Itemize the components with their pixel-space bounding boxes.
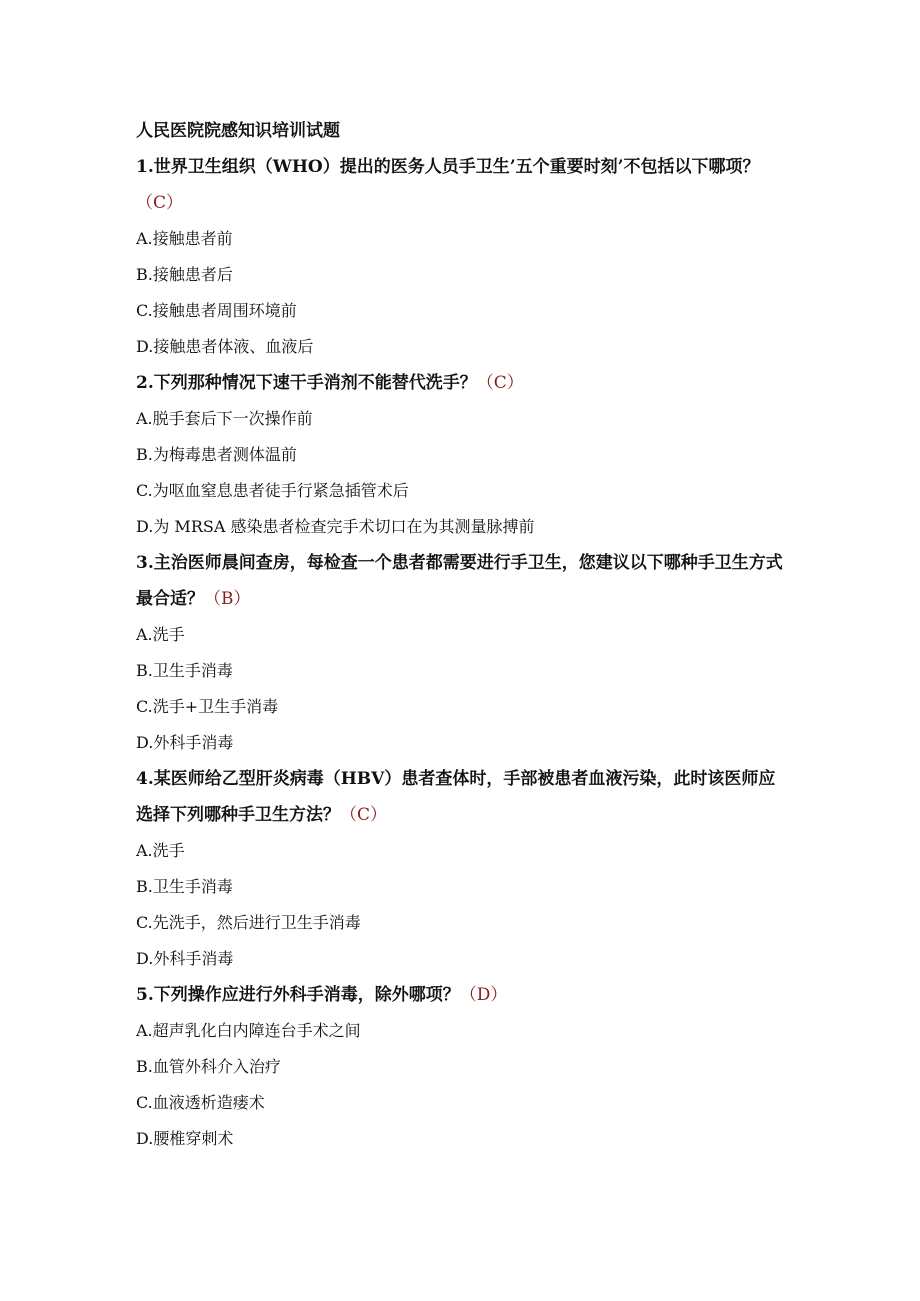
answer-key: （D） <box>459 985 508 1005</box>
question-text <box>136 761 786 833</box>
answer-key: （C） <box>340 805 388 825</box>
option-a: A.超声乳化白内障连台手术之间 <box>136 1021 361 1040</box>
option-b: B.血管外科介入治疗 <box>136 1057 281 1076</box>
option-c: C.接触患者周围环境前 <box>136 301 297 320</box>
question-2 <box>136 365 786 545</box>
document-title: 人民医院院感知识培训试题 <box>136 121 340 141</box>
answer-key: （C） <box>136 193 184 213</box>
option-d: D.腰椎穿刺术 <box>136 1129 234 1148</box>
question-text <box>136 545 786 617</box>
option-c: C.为呕血窒息患者徒手行紧急插管术后 <box>136 481 409 500</box>
option-b: B.接触患者后 <box>136 265 233 284</box>
question-text <box>136 149 786 221</box>
option-d: D.外科手消毒 <box>136 733 234 752</box>
option-b: B.卫生手消毒 <box>136 877 233 896</box>
question-stem: 2.下列那种情况下速干手消剂不能替代洗手？ <box>136 373 477 393</box>
option-a: A.洗手 <box>136 841 185 860</box>
option-b: B.卫生手消毒 <box>136 661 233 680</box>
question-stem: 1.世界卫生组织（WHO）提出的医务人员手卫生’五个重要时刻’不包括以下哪项？ <box>136 157 760 177</box>
option-a: A.接触患者前 <box>136 229 233 248</box>
option-a: A.洗手 <box>136 625 185 644</box>
question-text <box>136 977 786 1013</box>
option-d: D.接触患者体液、血液后 <box>136 337 314 356</box>
option-c: C.先洗手，然后进行卫生手消毒 <box>136 913 361 932</box>
question-stem: 3.主治医师晨间查房，每检查一个患者都需要进行手卫生，您建议以下哪种手卫生方式最合适？ <box>136 553 783 609</box>
question-1 <box>136 149 786 365</box>
option-d: D.为 MRSA 感染患者检查完手术切口在为其测量脉搏前 <box>136 517 535 536</box>
option-b: B.为梅毒患者测体温前 <box>136 445 297 464</box>
question-stem: 5.下列操作应进行外科手消毒，除外哪项？ <box>136 985 460 1005</box>
question-text <box>136 365 786 401</box>
option-c: C.洗手+卫生手消毒 <box>136 697 279 716</box>
question-stem: 4.某医师给乙型肝炎病毒（HBV）患者查体时，手部被患者血液污染，此时该医师应选择下列哪种手卫生方法？ <box>136 769 776 825</box>
question-4 <box>136 761 786 977</box>
answer-key: （B） <box>204 589 251 609</box>
option-d: D.外科手消毒 <box>136 949 234 968</box>
option-c: C.血液透析造瘘术 <box>136 1093 265 1112</box>
document-page <box>136 113 786 1157</box>
answer-key: （C） <box>476 373 524 393</box>
question-5 <box>136 977 786 1157</box>
question-3 <box>136 545 786 761</box>
option-a: A.脱手套后下一次操作前 <box>136 409 313 428</box>
